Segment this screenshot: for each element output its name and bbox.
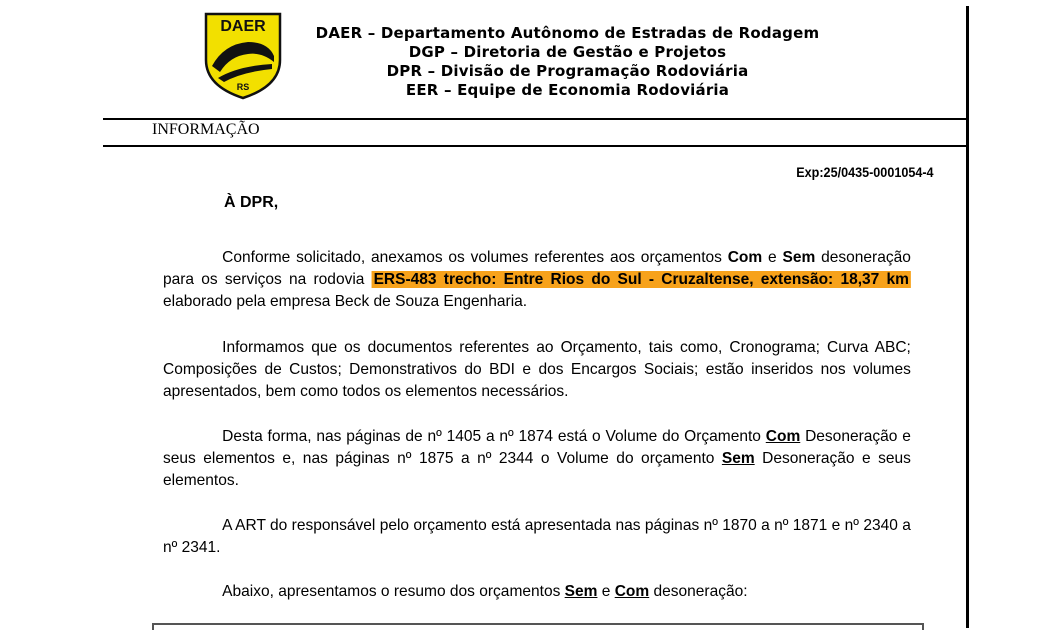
p5-text-a: Abaixo, apresentamos o resumo dos orçamentos	[222, 583, 565, 600]
logo-text: DAER	[220, 18, 266, 35]
highlighted-road-info: ERS-483 trecho: Entre Rios do Sul - Cruzaltense, extensão: 18,37 km	[373, 271, 909, 288]
process-number: Exp:25/0435-0001054-4	[796, 164, 934, 180]
header-divider-top	[103, 118, 967, 120]
p1-text-d: elaborado pela empresa Beck de Souza Engenharia.	[163, 293, 528, 310]
header-line-daer: DAER – Departamento Autônomo de Estradas de Rodagem	[315, 24, 820, 42]
p1-com: Com	[727, 249, 763, 266]
p3-text-c: Desoneração e seus elementos.	[163, 450, 911, 489]
salutation: À DPR,	[224, 194, 279, 211]
summary-table-top	[152, 623, 924, 630]
paragraph-request	[163, 247, 911, 313]
p1-text-b: e	[762, 249, 783, 266]
header-divider-bottom	[103, 145, 967, 147]
daer-logo	[204, 12, 282, 100]
header-line-dpr: DPR – Divisão de Programação Rodoviária	[386, 62, 749, 80]
paragraph-summary	[163, 581, 911, 603]
header-line-eer: EER – Equipe de Economia Rodoviária	[405, 81, 730, 99]
p3-sem: Sem	[721, 450, 755, 467]
p5-sem: Sem	[564, 583, 598, 600]
logo-subtext: RS	[236, 82, 250, 92]
p1-sem: Sem	[782, 249, 816, 266]
document-type: INFORMAÇÃO	[152, 121, 260, 138]
p5-text-b: e	[597, 583, 615, 600]
paragraph-art: A ART do responsável pelo orçamento está apresentada nas páginas nº 1870 a nº 1871 e nº 2340 a nº 2341.	[163, 517, 911, 556]
p3-text-b: Desoneração e seus elementos e, nas páginas nº 1875 a nº 2344 o Volume do orçamento	[163, 428, 911, 467]
paragraph-documents: Informamos que os documentos referentes ao Orçamento, tais como, Cronograma; Curva ABC; Composições de Custos; Demonstrativos do BDI e dos Encargos Sociais; estão inseridos nos volumes apresentados, bem como todos os elementos necessários.	[163, 339, 911, 400]
p1-text-c: desoneração para os serviços na rodovia	[163, 249, 911, 288]
p3-com: Com	[765, 428, 801, 445]
p5-com: Com	[614, 583, 650, 600]
paragraph-pages	[163, 426, 911, 492]
header-line-dgp: DGP – Diretoria de Gestão e Projetos	[408, 43, 727, 61]
page-border-right	[966, 6, 969, 628]
header-block	[300, 24, 835, 100]
p3-text-a: Desta forma, nas páginas de nº 1405 a nº 1874 está o Volume do Orçamento	[222, 428, 766, 445]
p1-text-a: Conforme solicitado, anexamos os volumes referentes aos orçamentos	[222, 249, 728, 266]
p5-text-c: desoneração:	[649, 583, 748, 600]
